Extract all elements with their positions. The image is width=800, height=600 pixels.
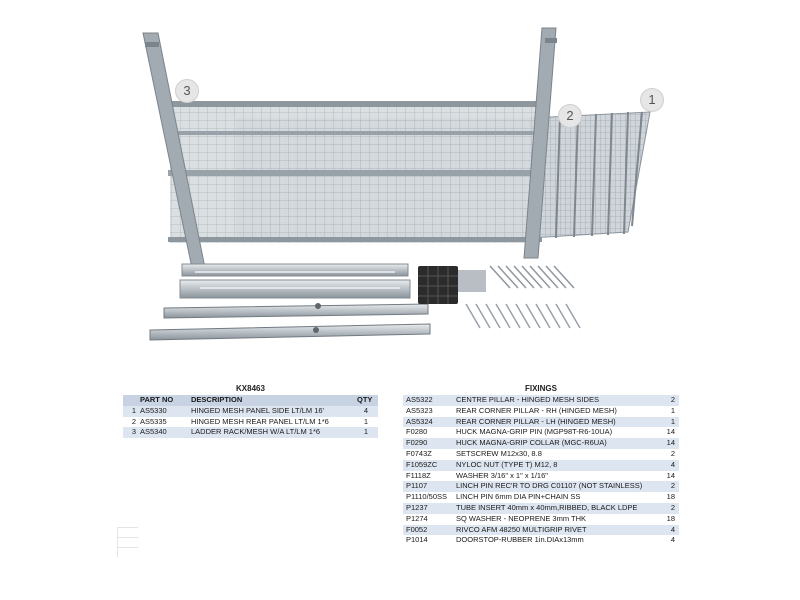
description: WASHER 3/16" x 1" x 1/16" — [453, 471, 658, 482]
table-row — [403, 406, 679, 417]
qty: 14 — [658, 438, 679, 449]
row-index: 3 — [123, 427, 137, 438]
part-no: P1274 — [403, 514, 453, 525]
table-row — [403, 525, 679, 536]
table-row — [403, 481, 679, 492]
fixings-hardware — [418, 266, 580, 328]
description: DOORSTOP-RUBBER 1in.DIAx13mm — [453, 535, 658, 546]
part-no: AS5324 — [403, 417, 453, 428]
description: NYLOC NUT (TYPE T) M12, 8 — [453, 460, 658, 471]
qty: 2 — [658, 503, 679, 514]
table-row — [123, 427, 378, 438]
table-row — [403, 449, 679, 460]
table-row — [403, 514, 679, 525]
description: LINCH PIN 6mm DIA PIN+CHAIN SS — [453, 492, 658, 503]
qty: 1 — [354, 427, 378, 438]
qty: 4 — [658, 525, 679, 536]
faint-grid-artifact — [117, 527, 138, 557]
part-no: AS5340 — [137, 427, 188, 438]
part-no: F0280 — [403, 427, 453, 438]
description: CENTRE PILLAR - HINGED MESH SIDES — [453, 395, 658, 406]
description: HUCK MAGNA-GRIP PIN (MGP98T-R6-10UA) — [453, 427, 658, 438]
qty: 2 — [658, 395, 679, 406]
description: SQ WASHER - NEOPRENE 3mm THK — [453, 514, 658, 525]
part-no: P1237 — [403, 503, 453, 514]
table-row — [403, 460, 679, 471]
fixings-table — [403, 395, 679, 546]
qty: 1 — [354, 417, 378, 428]
table-row — [403, 471, 679, 482]
description: LINCH PIN REC'R TO DRG C01107 (NOT STAINLESS) — [453, 481, 658, 492]
fixings-table-title: FIXINGS — [524, 384, 557, 393]
callout-2: 2 — [558, 104, 582, 128]
callout-1: 1 — [640, 88, 664, 112]
qty: 2 — [658, 481, 679, 492]
description: REAR CORNER PILLAR - LH (HINGED MESH) — [453, 417, 658, 428]
qty: 14 — [658, 471, 679, 482]
qty: 1 — [658, 417, 679, 428]
description: SETSCREW M12x30, 8.8 — [453, 449, 658, 460]
part-no: F0052 — [403, 525, 453, 536]
table-row — [403, 427, 679, 438]
description: HUCK MAGNA-GRIP COLLAR (MGC-R6UA) — [453, 438, 658, 449]
ladder-rack-mesh-frame — [143, 28, 557, 268]
qty: 2 — [658, 449, 679, 460]
qty: 1 — [658, 406, 679, 417]
table-row — [403, 503, 679, 514]
description: RIVCO AFM 48250 MULTIGRIP RIVET — [453, 525, 658, 536]
description: REAR CORNER PILLAR - RH (HINGED MESH) — [453, 406, 658, 417]
table-row — [403, 535, 679, 546]
row-index: 1 — [123, 406, 137, 417]
part-no: P1107 — [403, 481, 453, 492]
part-no: F0290 — [403, 438, 453, 449]
description: LADDER RACK/MESH W/A LT/LM 1*6 — [188, 427, 354, 438]
part-no: AS5323 — [403, 406, 453, 417]
table-row — [403, 492, 679, 503]
description: HINGED MESH PANEL SIDE LT/LM 16' — [188, 406, 354, 417]
part-no: P1014 — [403, 535, 453, 546]
part-no: AS5330 — [137, 406, 188, 417]
table-row — [403, 438, 679, 449]
part-no: AS5322 — [403, 395, 453, 406]
qty: 18 — [658, 492, 679, 503]
kit-parts-table — [123, 395, 378, 438]
part-no: F0743Z — [403, 449, 453, 460]
table-row — [123, 417, 378, 428]
part-no: F1118Z — [403, 471, 453, 482]
qty: 14 — [658, 427, 679, 438]
header-index — [123, 395, 137, 406]
qty: 4 — [658, 535, 679, 546]
callout-3: 3 — [175, 79, 199, 103]
kit-table-title: KX8463 — [236, 384, 265, 393]
description: HINGED MESH REAR PANEL LT/LM 1*6 — [188, 417, 354, 428]
header-part-no: PART NO — [137, 395, 188, 406]
table-row — [403, 395, 679, 406]
qty: 18 — [658, 514, 679, 525]
qty: 4 — [658, 460, 679, 471]
part-no: AS5335 — [137, 417, 188, 428]
table-row — [123, 406, 378, 417]
part-no: F1059ZC — [403, 460, 453, 471]
part-no: P1110/50SS — [403, 492, 453, 503]
kit-table-header — [123, 395, 378, 406]
row-index: 2 — [123, 417, 137, 428]
table-row — [403, 417, 679, 428]
description: TUBE INSERT 40mm x 40mm,RIBBED, BLACK LDPE — [453, 503, 658, 514]
header-description: DESCRIPTION — [188, 395, 354, 406]
pillars — [150, 264, 430, 340]
header-qty: QTY — [354, 395, 378, 406]
qty: 4 — [354, 406, 378, 417]
